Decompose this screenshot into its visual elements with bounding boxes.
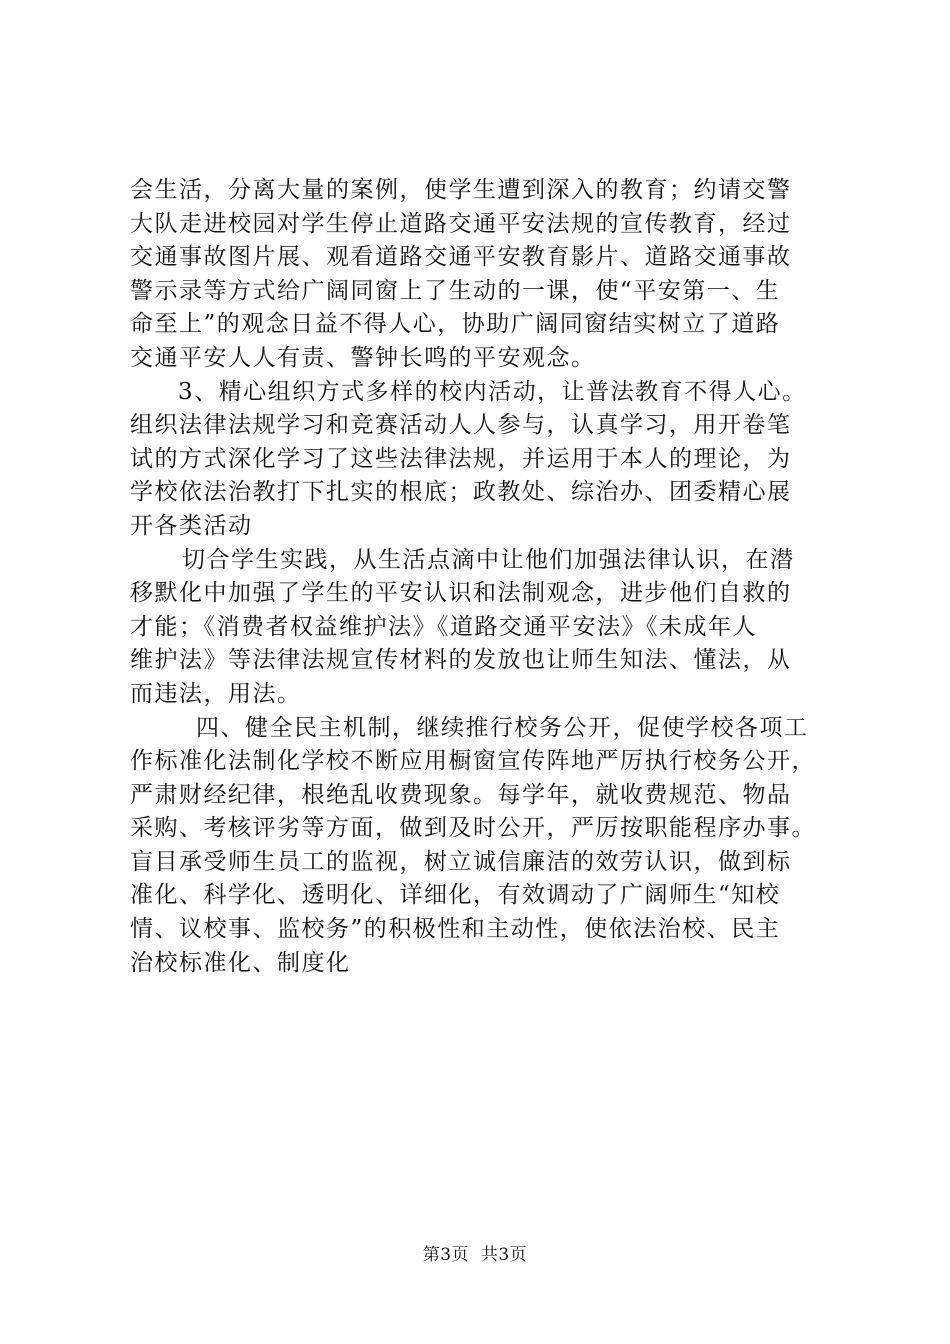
text-line: 准化、科学化、透明化、详细化，有效调动了广阔师生“知校 bbox=[130, 882, 781, 909]
text-line: 盲目承受师生员工的监视，树立诚信廉洁的效劳认识，做到标 bbox=[130, 848, 792, 875]
paragraph-start-line: 切合学生实践，从生活点滴中让他们加强法律认识，在潜 bbox=[182, 546, 795, 573]
paragraph-start-line: 3、精心组织方式多样的校内活动，让普法教育不得人心。 bbox=[178, 378, 807, 405]
text-line: 学校依法治教打下扎实的根底；政教处、综治办、团委精心展 bbox=[130, 479, 792, 506]
text-line: 严肃财经纪律，根绝乱收费现象。每学年，就收费规范、物品 bbox=[130, 781, 792, 808]
text-line: 命至上”的观念日益不得人心，协助广阔同窗结实树立了道路 bbox=[130, 311, 781, 338]
text-line: 会生活，分离大量的案例，使学生遭到深入的教育；约请交警 bbox=[130, 177, 792, 203]
text-line: 作标准化法制化学校不断应用橱窗宣传阵地严厉执行校务公开， bbox=[130, 748, 816, 775]
text-line: 交通平安人人有责、警钟长鸣的平安观念。 bbox=[130, 344, 596, 371]
text-line: 才能；《消费者权益维护法》《道路交通平安法》《未成年人 bbox=[130, 613, 757, 640]
text-line: 大队走进校园对学生停止道路交通平安法规的宣传教育，经过 bbox=[130, 210, 792, 237]
page-footer bbox=[0, 1240, 950, 1265]
paragraph-start-line: 四、健全民主机制，继续推行校务公开，促使学校各项工 bbox=[196, 714, 809, 741]
text-line: 而违法，用法。 bbox=[130, 680, 302, 707]
page-number-label: 第3页 共3页 bbox=[422, 1245, 528, 1265]
text-line: 试的方式深化学习了这些法律法规，并运用于本人的理论，为 bbox=[130, 445, 792, 472]
text-line: 组织法律法规学习和竞赛活动人人参与，认真学习，用开卷笔 bbox=[130, 412, 792, 439]
text-line: 移默化中加强了学生的平安认识和法制观念，进步他们自救的 bbox=[130, 580, 792, 607]
text-line: 采购、考核评劣等方面，做到及时公开，严厉按职能程序办事。 bbox=[130, 815, 816, 842]
document-body bbox=[130, 174, 835, 980]
text-line: 警示录等方式给广阔同窗上了生动的一课，使“平安第一、生 bbox=[130, 277, 781, 304]
text-line: 交通事故图片展、观看道路交通平安教育影片、道路交通事故 bbox=[130, 244, 792, 271]
text-line: 情、议校事、监校务”的积极性和主动性，使依法治校、民主 bbox=[130, 916, 781, 943]
text-line: 维护法》等法律法规宣传材料的发放也让师生知法、懂法，从 bbox=[130, 647, 792, 674]
text-line: 开各类活动 bbox=[130, 512, 253, 539]
text-line: 治校标准化、制度化 bbox=[130, 949, 351, 976]
